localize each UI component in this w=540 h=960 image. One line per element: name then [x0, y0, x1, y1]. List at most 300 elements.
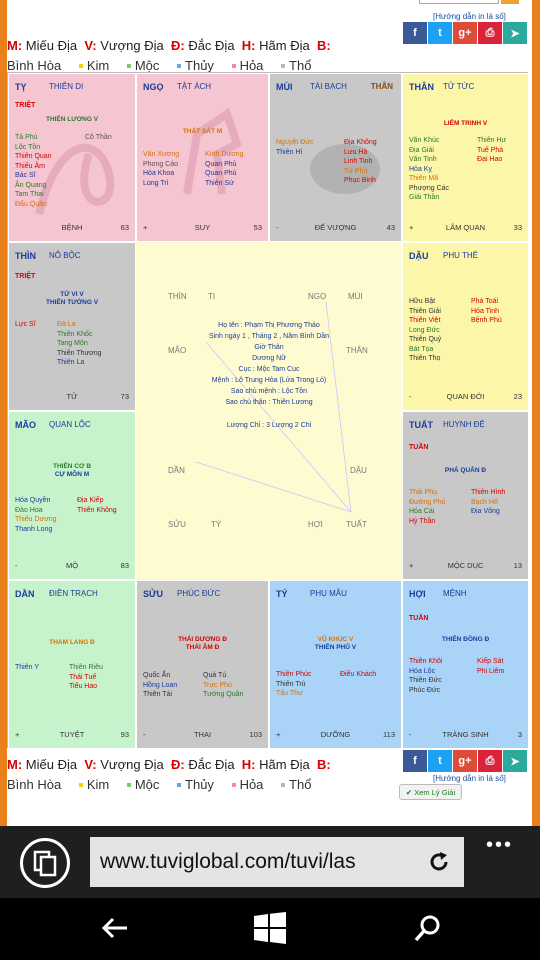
- star: Thiên Phúc: [276, 671, 312, 678]
- cell-footer: [143, 223, 262, 233]
- cell-footer: [15, 730, 129, 740]
- star: Trực Phù: [203, 681, 232, 689]
- twitter-icon[interactable]: t: [428, 750, 452, 772]
- thuy-dot: [177, 64, 181, 68]
- number: 73: [120, 392, 129, 401]
- center-label: THÌN: [168, 292, 187, 301]
- star: Tử Phù: [344, 167, 368, 175]
- top-search-button[interactable]: [501, 0, 519, 4]
- star: Quốc Ấn: [143, 672, 171, 679]
- star: Hóa Lộc: [409, 667, 436, 675]
- star: Điếu Khách: [340, 671, 377, 678]
- sign: +: [409, 223, 414, 232]
- legend-b: B:: [316, 757, 331, 772]
- cell-category: TỬ TỨC: [443, 82, 475, 91]
- facebook-icon[interactable]: f: [403, 22, 427, 44]
- info-line: Giờ Thân: [254, 344, 284, 351]
- cell-name: THÌN: [15, 251, 36, 261]
- star: Thiên Hình: [471, 489, 506, 496]
- number: 93: [120, 730, 129, 739]
- star: Thiên Khôi: [409, 658, 443, 665]
- cell-dau[interactable]: [402, 242, 529, 411]
- star: Thiên Thọ: [409, 355, 441, 362]
- legend-v: V:: [84, 38, 97, 53]
- main-stars: [137, 636, 268, 652]
- star: Thiên Mã: [409, 175, 439, 182]
- main-stars: [270, 636, 401, 652]
- star: Đà La: [57, 321, 76, 328]
- star: Hữu Bật: [409, 298, 436, 305]
- star: Thiên Sứ: [205, 179, 234, 187]
- stage: MỘ: [65, 561, 79, 570]
- star: Tuế Phá: [477, 146, 504, 154]
- legend-line-2: [7, 777, 311, 792]
- right-stars: [471, 297, 502, 326]
- legend-h-text: Hãm Địa: [259, 38, 310, 53]
- star: Văn Khúc: [409, 137, 440, 144]
- tabs-glyph: [23, 841, 67, 885]
- legend-v: V:: [84, 757, 97, 772]
- cell-name: TỴ: [15, 82, 27, 92]
- left-stars: [409, 136, 449, 203]
- left-stars: [409, 297, 441, 364]
- star: Lực Sĩ: [15, 321, 36, 328]
- stage: MỘC DỤC: [447, 561, 484, 570]
- cell-category: TẬT ÁCH: [177, 82, 212, 91]
- star: Phúc Đức: [409, 686, 441, 694]
- cell-category: PHÚC ĐỨC: [177, 589, 221, 598]
- main-star: THAM LANG Đ: [49, 639, 95, 646]
- info-line: Mệnh : Lô Trung Hỏa (Lửa Trong Lò): [211, 377, 327, 384]
- cell-footer: [15, 392, 129, 402]
- main-star: LIÊM TRINH V: [443, 120, 488, 127]
- star: Phá Toái: [471, 298, 499, 305]
- legend-m-text: Miếu Địa: [25, 38, 78, 53]
- twitter-icon[interactable]: t: [428, 22, 452, 44]
- center-label: MÙI: [348, 292, 363, 301]
- star: Thái Phụ: [409, 489, 438, 496]
- top-search-input[interactable]: [419, 0, 499, 4]
- number: 83: [120, 561, 129, 570]
- cell-name: MÃO: [15, 420, 36, 430]
- star: Thiên Giải: [409, 307, 441, 315]
- hoa-dot: [232, 783, 236, 787]
- birth-info: [136, 320, 402, 408]
- windows-start-icon[interactable]: [253, 912, 287, 944]
- star: VŨ KHÚC V: [317, 636, 354, 643]
- tho-dot: [281, 64, 285, 68]
- star: Hỏa Khoa: [143, 170, 175, 177]
- cell-ty[interactable]: [8, 73, 136, 242]
- cell-footer: [276, 223, 395, 233]
- stage: TUYỆT: [59, 730, 85, 739]
- cell-ngo[interactable]: [136, 73, 269, 242]
- center-label: DẦN: [168, 466, 185, 475]
- star: Tấu Thư: [276, 690, 303, 697]
- star: Thiên Hỉ: [276, 148, 303, 156]
- star: Cô Thần: [85, 134, 112, 141]
- number: 103: [249, 730, 262, 739]
- star: Phi Liêm: [477, 667, 505, 675]
- left-stars: [143, 150, 179, 188]
- star: Phong Cáo: [143, 160, 179, 168]
- star: Văn Tinh: [409, 156, 437, 163]
- legend-m-text: Miếu Địa: [25, 757, 78, 772]
- cell-dan[interactable]: [8, 580, 136, 749]
- star: Bạch Hổ: [471, 498, 498, 506]
- star: Hóa Quyền: [15, 497, 51, 504]
- print-guide-link-top[interactable]: [Hướng dẫn in lá số]: [433, 12, 506, 21]
- left-stars: [15, 496, 57, 534]
- right-stars: [477, 657, 504, 676]
- reload-icon[interactable]: [428, 851, 450, 873]
- star: Thiên Trù: [276, 680, 306, 688]
- star: Thiên Thương: [57, 349, 102, 357]
- number: 63: [120, 223, 129, 232]
- legend-v-text: Vượng Địa: [100, 38, 164, 53]
- cell-category: ĐIỀN TRẠCH: [49, 589, 98, 598]
- star: Lộc Tồn: [15, 143, 41, 151]
- right-stars: [85, 133, 112, 143]
- sign: +: [15, 730, 20, 739]
- legend-h: H:: [241, 38, 256, 53]
- legend-line-1: [7, 38, 331, 53]
- legend-m: M:: [7, 38, 23, 53]
- main-star: THIÊN LƯƠNG V: [45, 116, 99, 123]
- star: THIÊN TƯỚNG V: [45, 299, 99, 306]
- star: Tả Phù: [15, 134, 38, 141]
- star: Kiếp Sát: [477, 658, 504, 665]
- print-icon[interactable]: ⎙: [478, 22, 502, 44]
- sign: +: [276, 730, 281, 739]
- info-line: Sinh ngày 1 , Tháng 2 , Năm Bính Dần: [208, 333, 330, 340]
- cell-hoi[interactable]: [402, 580, 529, 749]
- hoa-dot: [232, 64, 236, 68]
- cell-tuat[interactable]: [402, 411, 529, 580]
- info-line: Sao chủ mệnh : Lộc Tồn: [230, 388, 308, 395]
- cell-than[interactable]: [402, 73, 529, 242]
- cell-mao[interactable]: [8, 411, 136, 580]
- cell-footer: [409, 223, 522, 233]
- tuvi-sheet: [7, 0, 532, 826]
- legend-d-text: Đắc Địa: [188, 38, 235, 53]
- google-plus-icon[interactable]: g+: [453, 22, 477, 44]
- star: Thiên Hư: [477, 137, 507, 144]
- star: Hồng Loan: [143, 681, 178, 689]
- right-stars: [69, 663, 103, 692]
- right-stars: [77, 496, 117, 515]
- star: Quan Phù: [205, 170, 237, 177]
- cell-category: HUYNH ĐỆ: [443, 420, 485, 429]
- legend-tho: Thổ: [289, 58, 312, 73]
- star: Thiên Khốc: [57, 330, 93, 338]
- telegram-icon[interactable]: ➤: [503, 750, 527, 772]
- cell-name: TÝ: [276, 589, 288, 599]
- stage: ĐẾ VƯỢNG: [314, 223, 357, 232]
- thuy-dot: [177, 783, 181, 787]
- cell-category: MỆNH: [443, 589, 467, 598]
- cell-category: TÀI BẠCH: [310, 82, 347, 91]
- legend-h: H:: [241, 757, 256, 772]
- legend-kim: Kim: [86, 58, 110, 73]
- right-stars: [205, 150, 243, 188]
- back-icon[interactable]: [100, 915, 130, 941]
- main-star: THIÊN ĐỒNG Đ: [441, 636, 490, 643]
- star: Văn Xương: [143, 151, 180, 158]
- legend-d-text: Đắc Địa: [188, 757, 235, 772]
- star: Thiếu Dương: [15, 516, 57, 523]
- star: Địa Võng: [471, 508, 500, 515]
- star: Thiên Đức: [409, 677, 442, 684]
- legend-hoa: Hỏa: [239, 777, 264, 792]
- star: Bát Tọa: [409, 345, 434, 353]
- center-label: TUẤT: [346, 520, 367, 529]
- legend-tho: Thổ: [289, 777, 312, 792]
- star: Thiên Quan: [15, 153, 52, 160]
- cell-name: THÂN: [409, 82, 434, 92]
- star: Ân Quang: [15, 181, 47, 189]
- legend-thuy: Thủy: [185, 777, 214, 792]
- number: 53: [253, 223, 262, 232]
- stage: LÂM QUAN: [445, 223, 486, 232]
- cell-name: NGỌ: [143, 82, 164, 92]
- xem-ly-giai-button[interactable]: ✔ Xem Lý Giải: [399, 784, 462, 800]
- star: THÁI ÂM Đ: [185, 644, 220, 651]
- main-stars: [9, 291, 135, 307]
- cell-category: PHU THÊ: [443, 251, 478, 260]
- number: 3: [517, 730, 522, 739]
- star: CỰ MÔN M: [54, 471, 90, 478]
- star: Thiên La: [57, 359, 85, 366]
- star: THIÊN PHỦ V: [314, 644, 357, 651]
- center-label: TÝ: [211, 520, 222, 529]
- google-plus-icon[interactable]: g+: [453, 750, 477, 772]
- stage: TỬ: [66, 392, 78, 401]
- cell-footer: [15, 561, 129, 571]
- sign: +: [143, 223, 148, 232]
- star: Thiên Riêu: [69, 664, 103, 671]
- legend-moc: Mộc: [134, 58, 160, 73]
- tabs-icon[interactable]: [20, 838, 70, 888]
- stage: SUY: [194, 223, 211, 232]
- facebook-icon[interactable]: f: [403, 750, 427, 772]
- sign: -: [143, 730, 146, 739]
- star: Giải Thần: [409, 194, 440, 201]
- info-line: Họ tên : Phạm Thị Phương Thảo: [218, 322, 320, 329]
- star: Kình Dương: [205, 151, 244, 158]
- star: Thái Tuế: [69, 673, 97, 681]
- star: Đẩu Quân: [15, 200, 47, 208]
- cell-category: QUAN LỘC: [49, 420, 91, 429]
- legend-d: Đ:: [170, 757, 185, 772]
- right-stars: [203, 671, 243, 700]
- star: Tiểu Hao: [69, 683, 98, 690]
- legend-m: M:: [7, 757, 23, 772]
- tho-dot: [281, 783, 285, 787]
- star: Bệnh Phù: [471, 317, 502, 324]
- star: Thiên Tài: [143, 691, 173, 698]
- info-line: Dương Nữ: [252, 355, 286, 362]
- main-stars: [9, 463, 135, 479]
- legend-b-text: Bình Hòa: [7, 58, 62, 73]
- legend-b: B:: [316, 38, 331, 53]
- star: Hóa Tinh: [471, 307, 500, 315]
- left-stars: [276, 138, 313, 157]
- stage: QUAN ĐỚI: [446, 392, 485, 401]
- cell-footer: [15, 223, 129, 233]
- star: Tam Thai: [15, 191, 44, 198]
- star: Nguyệt Đức: [276, 139, 314, 146]
- stage: THAI: [193, 730, 212, 739]
- right-stars: [477, 136, 506, 165]
- star: Địa Giải: [409, 146, 434, 154]
- number: 13: [513, 561, 522, 570]
- star: Thiếu Âm: [15, 162, 45, 170]
- star: Phục Binh: [344, 177, 376, 184]
- star: Đường Phù: [409, 498, 446, 506]
- number: 23: [513, 392, 522, 401]
- system-nav-bar: [0, 898, 540, 960]
- star: Thiên Việt: [409, 317, 441, 324]
- sign: -: [409, 730, 412, 739]
- center-label: SỬU: [168, 520, 186, 529]
- star: Địa Kiếp: [77, 497, 104, 504]
- star: Thiên Không: [77, 506, 117, 514]
- cell-footer: [143, 730, 262, 740]
- star: Quan Phủ: [205, 160, 237, 168]
- sign: -: [276, 223, 279, 232]
- stage: DƯỠNG: [320, 730, 351, 739]
- sign: -: [15, 561, 18, 570]
- cell-category: THIÊN DI: [49, 82, 84, 91]
- star: Long Trì: [143, 179, 169, 187]
- star: Địa Không: [344, 139, 377, 146]
- cell-name: HỢI: [409, 589, 426, 599]
- legend-moc: Mộc: [134, 777, 160, 792]
- center-label: NGỌ: [308, 292, 327, 301]
- center-info-panel: [136, 242, 402, 580]
- number: 43: [386, 223, 395, 232]
- star: Đào Hoa: [15, 506, 43, 514]
- left-stars: [276, 670, 311, 699]
- star: TỬ VI V: [60, 291, 84, 298]
- center-label: MÃO: [168, 346, 187, 355]
- cell-name: MÙI: [276, 82, 293, 92]
- left-stars: [15, 320, 36, 330]
- than-marker: THÂN: [370, 82, 393, 91]
- left-stars: [409, 488, 446, 526]
- stage: TRÀNG SINH: [442, 730, 489, 739]
- top-bar: [7, 0, 532, 6]
- info-line: Cục : Mộc Tam Cục: [238, 366, 300, 373]
- star: Hóa Cái: [409, 508, 435, 515]
- center-label: HỢI: [308, 520, 323, 529]
- main-star: THẤT SÁT M: [182, 128, 223, 135]
- star: Thanh Long: [15, 525, 53, 533]
- star: THIÊN CƠ B: [52, 463, 92, 470]
- cell-name: SỬU: [143, 589, 163, 599]
- telegram-icon[interactable]: ➤: [503, 22, 527, 44]
- cell-thin[interactable]: [8, 242, 136, 411]
- cell-extra: TRIỆT: [15, 273, 36, 280]
- stage: BỆNH: [61, 223, 83, 232]
- star: Hỷ Thần: [409, 517, 436, 525]
- cell-category: NÔ BỘC: [49, 251, 81, 260]
- center-label: TỊ: [208, 292, 216, 301]
- moc-dot: [127, 64, 131, 68]
- left-stars: [143, 671, 177, 700]
- cell-name: TUẤT: [409, 420, 433, 430]
- cell-name: DẦN: [15, 589, 35, 599]
- sign: +: [409, 561, 414, 570]
- star: THÁI DƯƠNG Đ: [178, 636, 227, 643]
- left-stars: [409, 657, 442, 695]
- right-stars: [344, 138, 377, 186]
- star: Đại Hao: [477, 156, 503, 163]
- left-stars: [15, 663, 39, 673]
- more-icon[interactable]: •••: [486, 834, 514, 856]
- left-stars: [15, 133, 52, 209]
- star: Long Đức: [409, 326, 440, 334]
- star: Quả Tú: [203, 672, 227, 679]
- social-bar-bottom: [403, 750, 527, 772]
- center-label: DẬU: [350, 466, 367, 475]
- legend-b-text: Bình Hòa: [7, 777, 62, 792]
- star: Linh Tinh: [344, 158, 373, 165]
- legend-line-1: [7, 757, 331, 772]
- legend-hoa: Hỏa: [239, 58, 264, 73]
- legend-d: Đ:: [170, 38, 185, 53]
- cell-extra: TUẦN: [409, 615, 429, 622]
- info-line: Sao chủ thân : Thiên Lương: [225, 399, 313, 406]
- sign: -: [409, 392, 412, 401]
- print-icon[interactable]: ⎙: [478, 750, 502, 772]
- cell-footer: [276, 730, 395, 740]
- cell-footer: [409, 392, 522, 402]
- star: Hỏa Kỵ: [409, 165, 432, 173]
- star: Bác Sĩ: [15, 172, 36, 179]
- right-stars: [471, 488, 505, 517]
- moc-dot: [127, 783, 131, 787]
- luong-chi: Lượng Chỉ : 3 Lượng 2 Chỉ: [226, 422, 312, 429]
- legend-h-text: Hãm Địa: [259, 757, 310, 772]
- number: 33: [513, 223, 522, 232]
- center-label: THÂN: [346, 346, 368, 355]
- right-stars: [340, 670, 376, 680]
- star: Lưu Hà: [344, 148, 368, 156]
- cell-mui[interactable]: [269, 73, 402, 242]
- print-guide-link-bottom[interactable]: [Hướng dẫn in lá số]: [433, 774, 506, 783]
- cell-name: DẬU: [409, 251, 429, 261]
- cell-extra: TRIỆT: [15, 102, 36, 109]
- tuvi-chart-grid: [7, 72, 528, 748]
- url-field[interactable]: www.tuviglobal.com/tuvi/las: [90, 837, 464, 887]
- cell-footer: [409, 730, 522, 740]
- star: Tướng Quân: [203, 691, 244, 698]
- cell-ty2[interactable]: [269, 580, 402, 749]
- social-bar-top: [403, 22, 527, 44]
- star: Thiên Quý: [409, 336, 442, 343]
- search-icon[interactable]: [414, 914, 442, 942]
- right-stars: [57, 320, 102, 368]
- cell-suu[interactable]: [136, 580, 269, 749]
- cell-footer: [409, 561, 522, 571]
- star: Tang Môn: [57, 340, 88, 347]
- cell-category: PHỤ MẪU: [310, 589, 347, 598]
- kim-dot: [79, 783, 83, 787]
- star: Thiên Y: [15, 664, 39, 671]
- cell-extra: TUẦN: [409, 444, 429, 451]
